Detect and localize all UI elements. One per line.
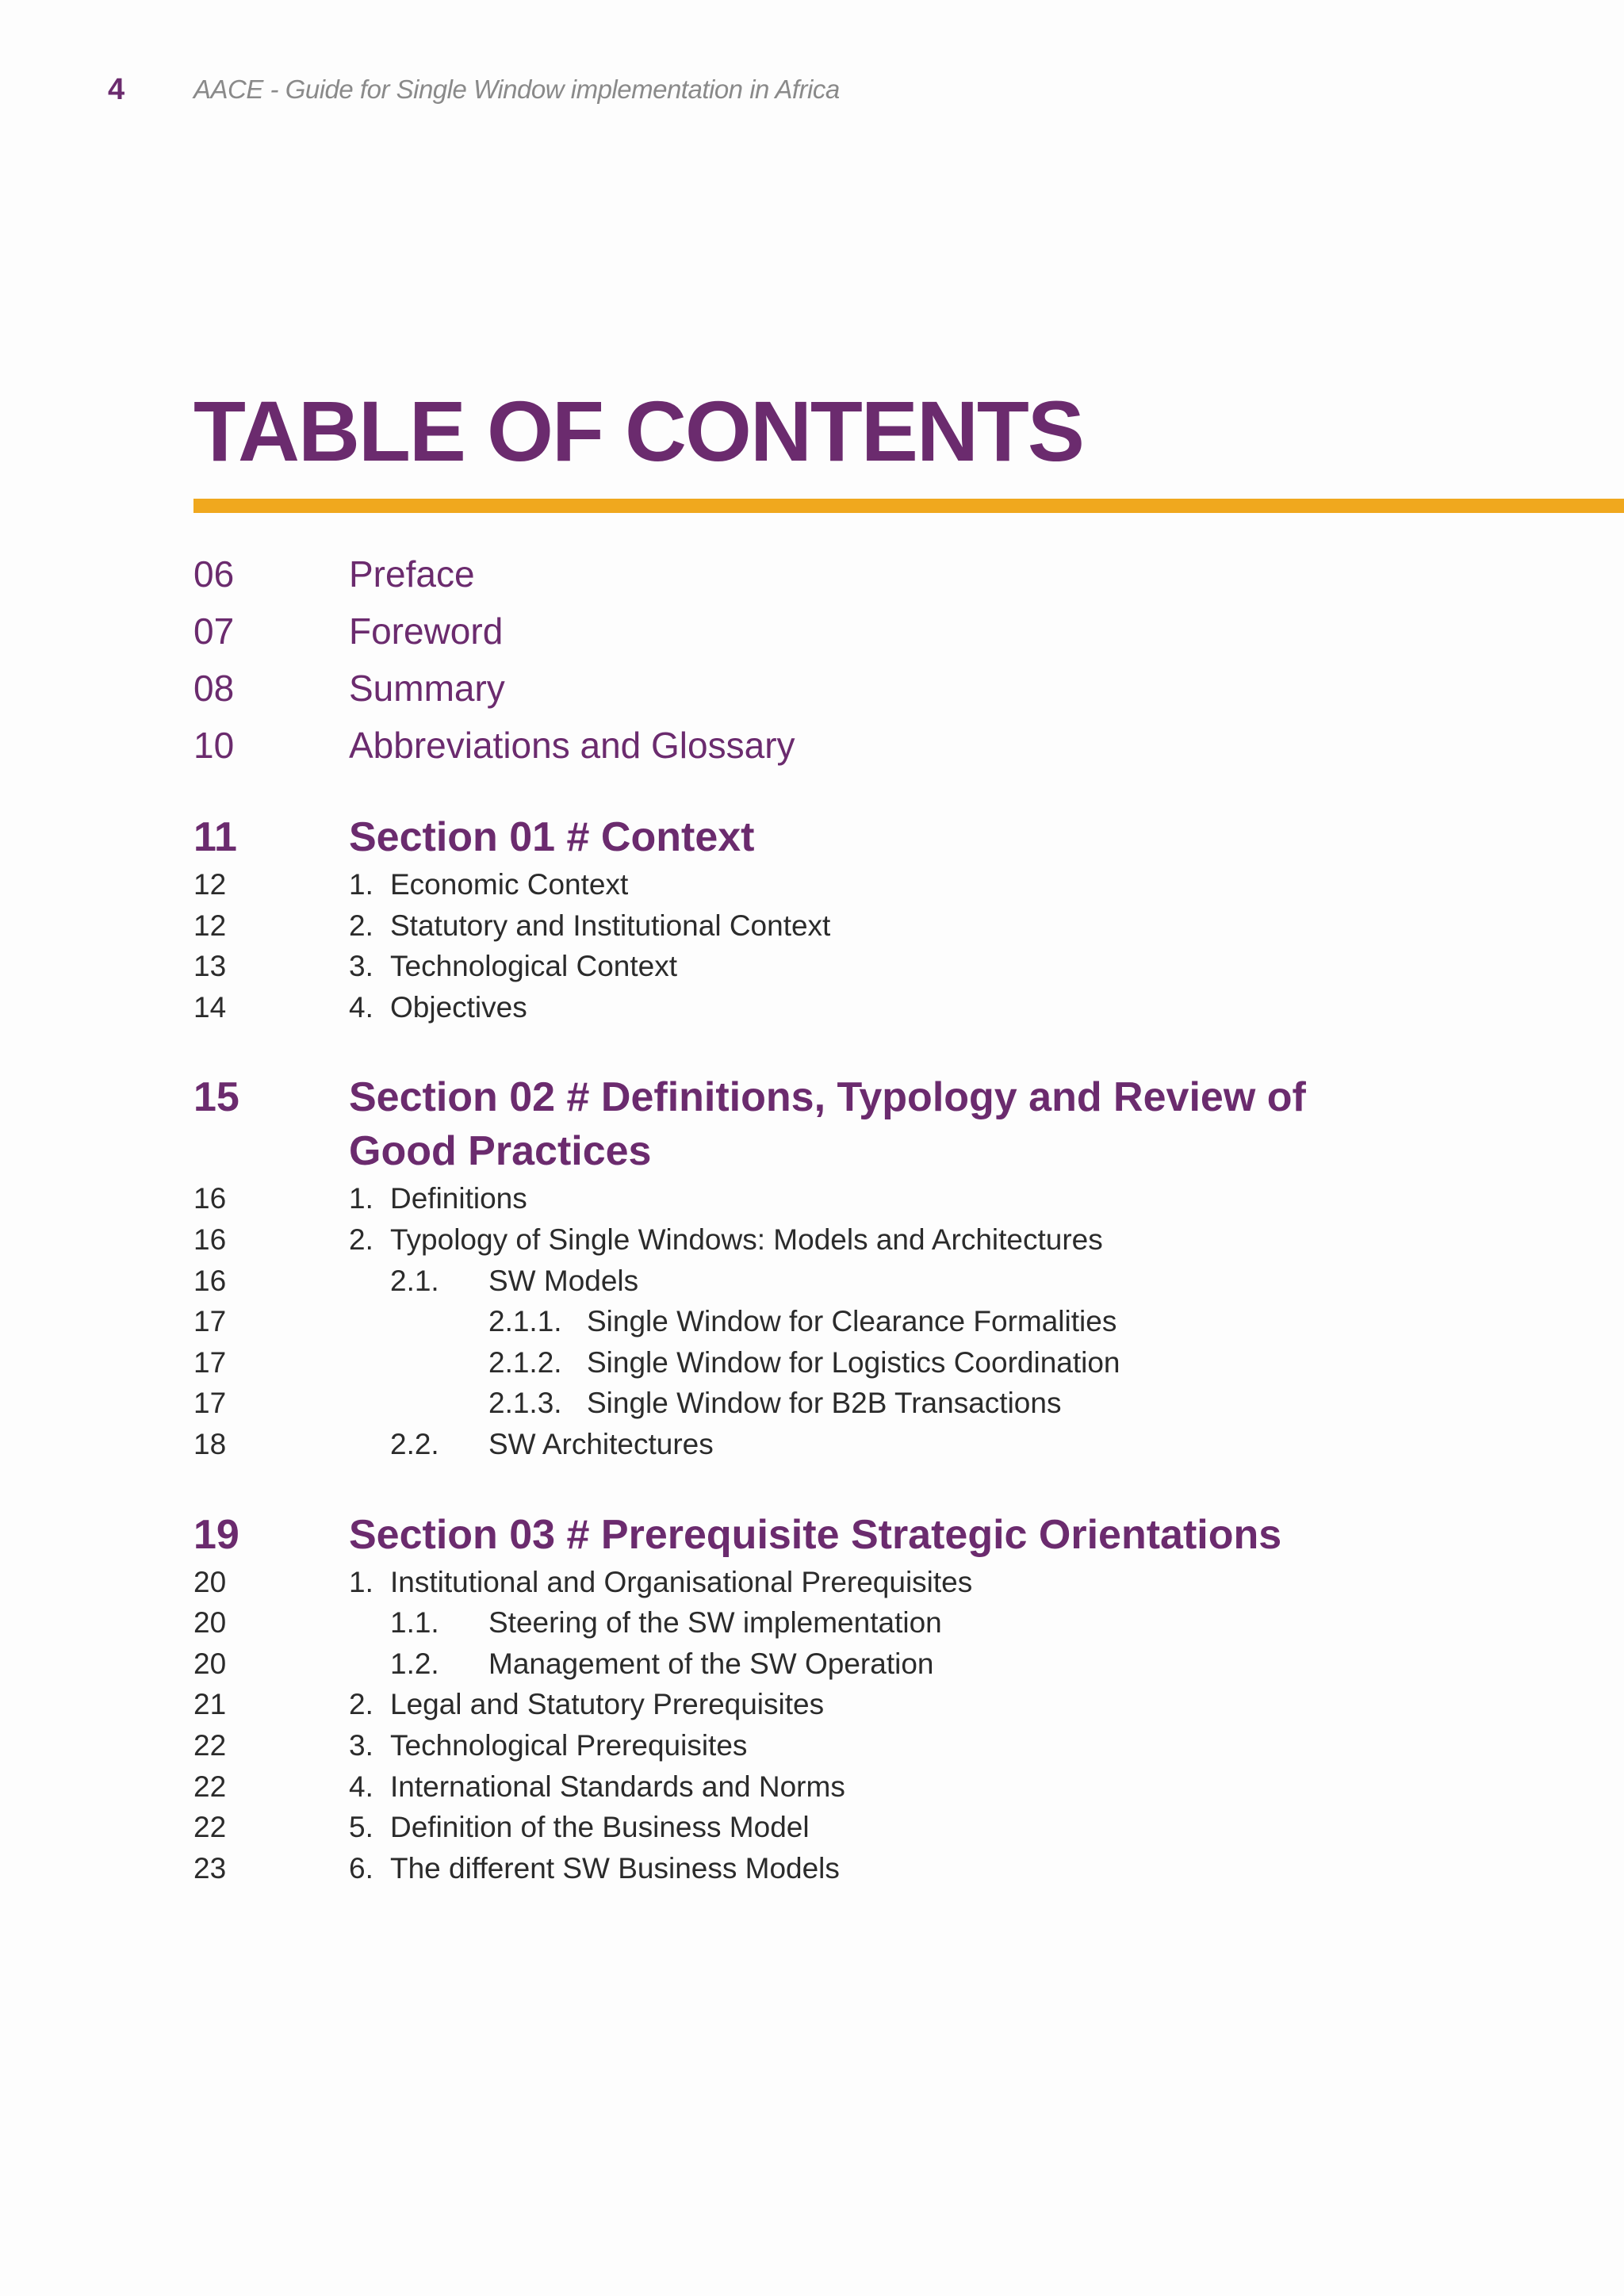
toc-subentry[interactable] — [193, 946, 1542, 987]
toc-subentry[interactable] — [193, 905, 1542, 947]
toc-entry-number: 1. — [349, 868, 373, 901]
toc-page-number: 21 — [193, 1688, 227, 1721]
toc-entry-number: 1.1. — [390, 1606, 439, 1640]
toc-page-number: 14 — [193, 990, 227, 1024]
toc-subentry[interactable] — [193, 1848, 1542, 1889]
toc-page-number: 16 — [193, 1223, 227, 1256]
toc-page-number: 15 — [193, 1074, 239, 1121]
running-header — [0, 73, 1624, 113]
document-title: AACE - Guide for Single Window implementation in Africa — [193, 75, 840, 104]
toc-page-number: 17 — [193, 1305, 227, 1338]
toc-page-number: 10 — [193, 725, 235, 766]
toc-page-number: 18 — [193, 1427, 227, 1460]
toc-title: TABLE OF CONTENTS — [193, 383, 1083, 479]
toc-subentry[interactable] — [193, 1261, 1542, 1302]
toc-entry-number: 3. — [349, 1728, 373, 1762]
toc-entry-label: Single Window for Logistics Coordination — [587, 1345, 1120, 1379]
toc-subentry[interactable] — [193, 1178, 1542, 1219]
toc-subentry[interactable] — [193, 1301, 1542, 1342]
toc-entry-number: 2.1. — [390, 1264, 439, 1297]
table-of-contents — [193, 545, 1542, 1888]
toc-page-number: 22 — [193, 1811, 227, 1844]
toc-entry-label: International Standards and Norms — [390, 1770, 845, 1803]
toc-page-number: 07 — [193, 610, 235, 652]
toc-page-number: 16 — [193, 1264, 227, 1297]
toc-section-01[interactable] — [193, 810, 1542, 864]
toc-entry-number: 2.1.2. — [488, 1345, 562, 1379]
page-number: 4 — [108, 73, 125, 106]
toc-subentry[interactable] — [193, 1383, 1542, 1424]
toc-entry-label: Economic Context — [390, 868, 629, 901]
toc-subentry[interactable] — [193, 864, 1542, 905]
toc-entry-label: Abbreviations and Glossary — [349, 725, 795, 766]
toc-entry-number: 1.2. — [390, 1647, 439, 1680]
toc-subentry[interactable] — [193, 1725, 1542, 1766]
toc-subentry[interactable] — [193, 1219, 1542, 1261]
toc-subentry[interactable] — [193, 1644, 1542, 1685]
toc-entry-number: 3. — [349, 950, 373, 983]
toc-entry-label: Technological Context — [390, 950, 677, 983]
toc-subentry[interactable] — [193, 987, 1542, 1028]
toc-section-03[interactable] — [193, 1508, 1542, 1562]
toc-entry-number: 4. — [349, 990, 373, 1024]
toc-entry-label: Steering of the SW implementation — [488, 1606, 942, 1640]
toc-entry-label: SW Models — [488, 1264, 639, 1297]
toc-entry-label: Preface — [349, 553, 475, 595]
toc-page-number: 13 — [193, 950, 227, 983]
toc-entry-number: 2.1.1. — [488, 1305, 562, 1338]
toc-subentry[interactable] — [193, 1684, 1542, 1725]
toc-entry-label: Legal and Statutory Prerequisites — [390, 1688, 825, 1721]
toc-entry-label: Definitions — [390, 1182, 527, 1215]
toc-page-number: 16 — [193, 1182, 227, 1215]
toc-page-number: 12 — [193, 868, 227, 901]
toc-entry-label: Foreword — [349, 610, 504, 652]
toc-section-02[interactable] — [193, 1070, 1542, 1178]
title-underline — [193, 499, 1624, 513]
toc-entry-label: The different SW Business Models — [390, 1851, 840, 1885]
toc-entry-label: Summary — [349, 668, 505, 709]
toc-subentry[interactable] — [193, 1562, 1542, 1603]
toc-page-number: 19 — [193, 1511, 239, 1558]
toc-subentry[interactable] — [193, 1342, 1542, 1383]
toc-entry-number: 2. — [349, 1688, 373, 1721]
toc-entry-label: Definition of the Business Model — [390, 1811, 810, 1844]
toc-entry-number: 5. — [349, 1811, 373, 1844]
toc-page-number: 17 — [193, 1387, 227, 1420]
toc-page-number: 22 — [193, 1770, 227, 1803]
toc-entry-number: 2.1.3. — [488, 1387, 562, 1420]
toc-entry-preface[interactable] — [193, 545, 1542, 603]
toc-subentry[interactable] — [193, 1602, 1542, 1644]
toc-entry-label: Single Window for Clearance Formalities — [587, 1305, 1117, 1338]
toc-subentry[interactable] — [193, 1766, 1542, 1808]
toc-section-label: Section 03 # Prerequisite Strategic Orientations — [349, 1511, 1282, 1558]
toc-entry-abbreviations[interactable] — [193, 717, 1542, 774]
toc-entry-number: 2.2. — [390, 1427, 439, 1460]
toc-page-number: 22 — [193, 1728, 227, 1762]
toc-page-number: 06 — [193, 553, 235, 595]
toc-page-number: 17 — [193, 1345, 227, 1379]
toc-entry-label: Typology of Single Windows: Models and Architectures — [390, 1223, 1103, 1256]
toc-entry-label: Single Window for B2B Transactions — [587, 1387, 1062, 1420]
toc-section-label: Section 02 # Definitions, Typology and Review of Good Practices — [349, 1074, 1306, 1175]
toc-entry-label: Institutional and Organisational Prerequisites — [390, 1565, 973, 1598]
toc-entry-label: Statutory and Institutional Context — [390, 909, 831, 942]
toc-page-number: 20 — [193, 1565, 227, 1598]
toc-entry-number: 1. — [349, 1182, 373, 1215]
toc-entry-label: Management of the SW Operation — [488, 1647, 934, 1680]
toc-entry-number: 2. — [349, 1223, 373, 1256]
toc-entry-summary[interactable] — [193, 660, 1542, 717]
toc-page-number: 11 — [193, 814, 237, 860]
toc-entry-foreword[interactable] — [193, 603, 1542, 660]
toc-entry-number: 2. — [349, 909, 373, 942]
toc-subentry[interactable] — [193, 1807, 1542, 1848]
toc-entry-label: Objectives — [390, 990, 527, 1024]
toc-entry-label: Technological Prerequisites — [390, 1728, 748, 1762]
toc-page-number: 20 — [193, 1606, 227, 1640]
toc-page-number: 23 — [193, 1851, 227, 1885]
toc-page-number: 20 — [193, 1647, 227, 1680]
toc-section-label: Section 01 # Context — [349, 814, 755, 860]
toc-subentry[interactable] — [193, 1424, 1542, 1465]
toc-entry-label: SW Architectures — [488, 1427, 714, 1460]
toc-entry-number: 1. — [349, 1565, 373, 1598]
toc-entry-number: 4. — [349, 1770, 373, 1803]
toc-entry-number: 6. — [349, 1851, 373, 1885]
toc-page-number: 08 — [193, 668, 235, 709]
toc-page-number: 12 — [193, 909, 227, 942]
